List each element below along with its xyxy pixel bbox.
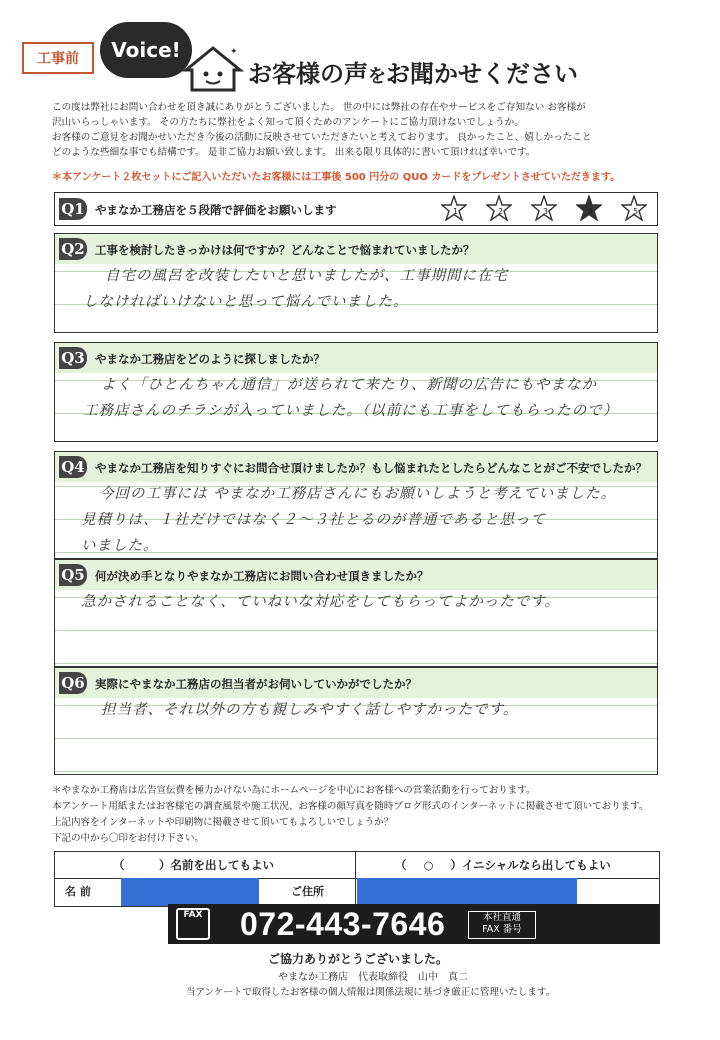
before-construction-tag: 工事前: [22, 42, 94, 74]
star-2[interactable]: 2: [486, 195, 516, 223]
privacy-text: 当アンケートで取得したお客様の個人情報は関係法規に基づき厳正に管理いたします。: [186, 987, 556, 998]
house-icon: [182, 44, 244, 92]
rating-stars: [441, 195, 651, 223]
voice-badge: Voice!: [100, 22, 192, 78]
fax-number: 072-443-7646: [240, 906, 446, 942]
question-text: 実際にやまなか工務店の担当者がお伺いしていかがでしたか？: [95, 677, 417, 691]
question-6: [54, 667, 658, 775]
fine-print-3: 上記内容をインターネットや印刷物に掲載させて頂いてもよろしいでしょうか？: [52, 817, 394, 828]
question-2: [54, 233, 658, 333]
handwritten-answer: 見積りは、１社だけではなく２〜３社とるのが普通であると思って: [81, 512, 546, 528]
question-badge: Q4: [59, 456, 87, 478]
quo-card-notice: ＊本アンケート２枚セットにご記入いただいたお客様には工事後 500 円分の QUO カードをプレゼントさせていただきます。: [52, 172, 621, 183]
fax-banner: [168, 904, 660, 944]
option-initial-ok[interactable]: （ ○ ）イニシャルなら出してもよい: [395, 858, 611, 872]
question-badge: Q3: [59, 347, 87, 369]
question-text: 工事を検討したきっかけは何ですか？どんなことで悩まれていましたか？: [95, 243, 475, 257]
fax-note: 本社直通 FAX 番号: [468, 911, 536, 939]
svg-text:✦: ✦: [230, 47, 238, 57]
question-badge: Q5: [59, 564, 87, 586]
handwritten-answer: 担当者、それ以外の方も親しみやすく話しやすかったです。: [101, 702, 519, 718]
name-field-redacted: [121, 878, 259, 906]
star-4[interactable]: 4: [576, 195, 606, 223]
intro-text: この度は弊社にお問い合わせを頂き誠にありがとうございました。 世の中には弊社の存在やサービスをご存知ない お客様が 沢山いらっしゃいます。 その方たちに弊社をよく知って頂くためのアンケートにご協力頂けないでしょうか。 お客様のご意見をお聞かせいただき今後の活動に反映させていただきたいと考えております。 良かったこと、嬉しかったこと どのような些細な事でも結構です。 是非ご協力お願い致します。 出来る限り具体的に書いて頂ければ幸いです。: [52, 102, 592, 158]
star-1[interactable]: 1: [441, 195, 471, 223]
handwritten-answer: しなければいけないと思って悩んでいました。: [83, 294, 409, 310]
star-5[interactable]: 5: [621, 195, 651, 223]
name-label: 名 前: [65, 885, 91, 898]
question-text: 何が決め手となりやまなか工務店にお問い合わせ頂きましたか？: [95, 569, 429, 583]
fine-print-1: ＊やまなか工務店は広告宣伝費を極力かけない為にホームページを中心にお客様への営業活動を行っております。: [52, 785, 536, 796]
signature-text: やまなか工務店 代表取締役 山中 真二: [278, 972, 468, 983]
fine-print-4: 下記の中から〇印をお付け下さい。: [52, 833, 205, 844]
handwritten-answer: 今回の工事には やまなか工務店さんにもお願いしようと考えていました。: [99, 486, 617, 502]
question-text: やまなか工務店を５段階で評価をお願いします: [95, 203, 337, 217]
handwritten-answer: 自宅の風呂を改装したいと思いましたが、工事期間に在宅: [105, 268, 508, 284]
question-badge: Q1: [59, 198, 87, 220]
handwritten-answer: よく「ひとんちゃん通信」が送られて来たり、新聞の広告にもやまなか: [101, 377, 597, 393]
question-text: やまなか工務店を知りすぐにお問合せ頂けましたか？もし悩まれたとしたらどんなことがご不安でしたか？: [95, 461, 647, 475]
fine-print-2: 本アンケート用紙またはお客様宅の調査風景や施工状況、お客様の顔写真を随時ブログ形式のインターネットに掲載させて頂いております。: [52, 801, 649, 812]
handwritten-answer: 急かされることなく、ていねいな対応をしてもらってよかったです。: [81, 594, 561, 610]
question-badge: Q6: [59, 672, 87, 694]
star-3[interactable]: 3: [531, 195, 561, 223]
page-title: お客様の声をお聞かせください: [248, 60, 578, 88]
question-4: [54, 451, 658, 559]
handwritten-answer: いました。: [81, 538, 159, 554]
publish-consent-form: [54, 851, 660, 907]
question-badge: Q2: [59, 238, 87, 260]
question-5: [54, 559, 658, 667]
address-field-redacted: [357, 878, 577, 906]
question-3: [54, 342, 658, 442]
thanks-text: ご協力ありがとうございました。: [268, 952, 449, 966]
fax-icon: FAX: [176, 908, 210, 940]
question-1: [54, 192, 658, 226]
selected-mark: ○: [423, 858, 434, 872]
option-name-ok[interactable]: （ ）名前を出してもよい: [113, 858, 274, 872]
address-label: ご住所: [291, 885, 324, 898]
question-text: やまなか工務店をどのように探しましたか？: [95, 352, 325, 366]
handwritten-answer: 工務店さんのチラシが入っていました。（以前にも工事をしてもらったので）: [83, 403, 619, 419]
